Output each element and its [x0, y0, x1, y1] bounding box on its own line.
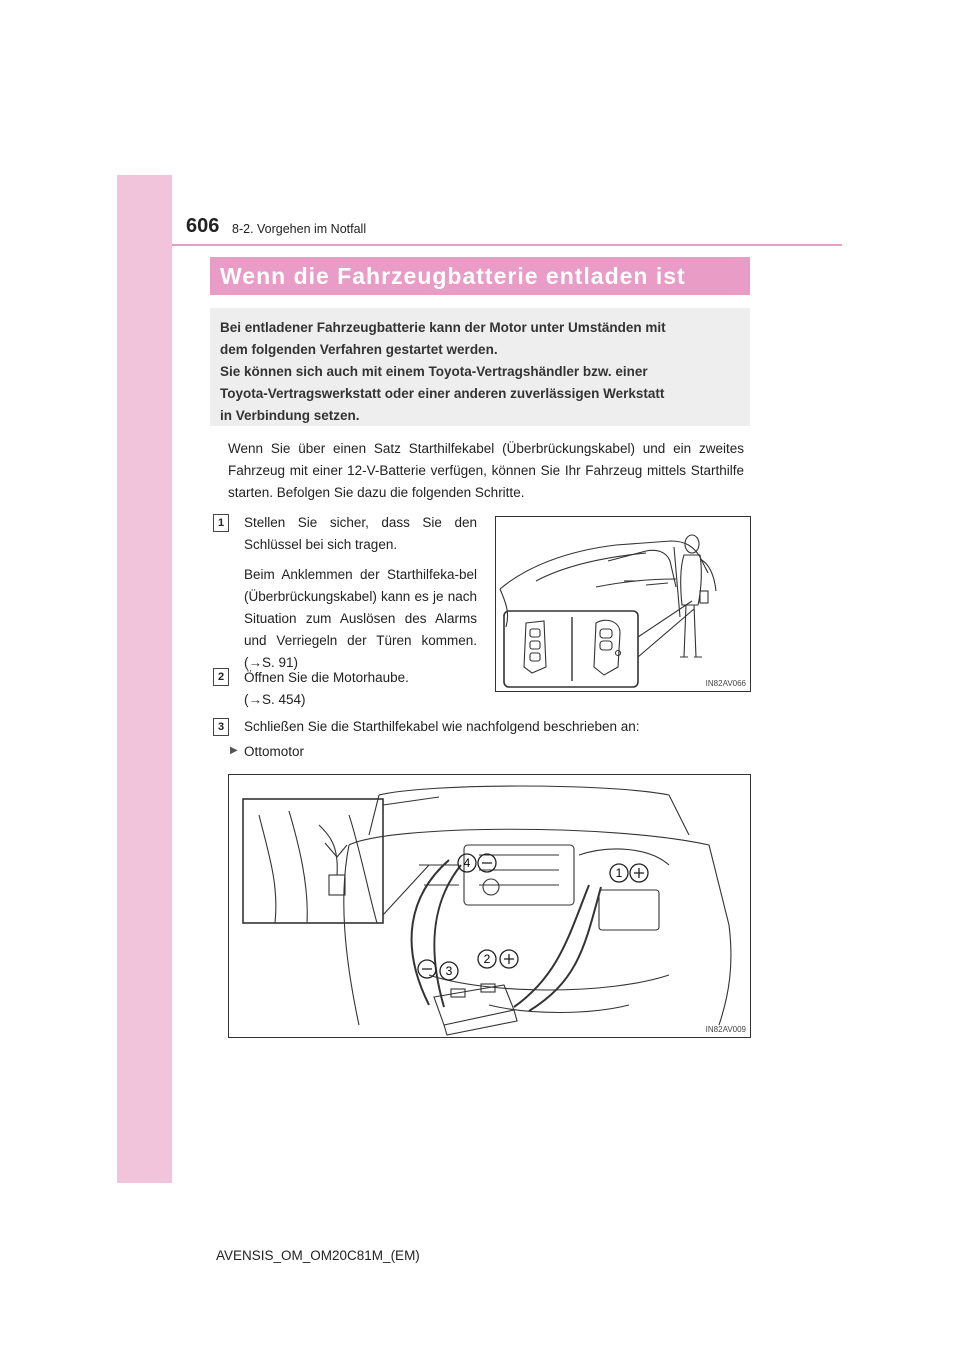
bullet-label: Ottomotor — [244, 744, 305, 759]
step-1-text: Stellen Sie sicher, dass Sie den Schlüssel bei sich tragen. — [244, 515, 477, 552]
section-label: 8-2. Vorgehen im Notfall — [232, 222, 367, 236]
step-number: 1 — [213, 514, 229, 532]
step-number: 3 — [213, 718, 229, 736]
bullet-arrow-icon: ▶ — [230, 745, 238, 756]
footer-doc-id: AVENSIS_OM_OM20C81M_(EM) — [216, 1248, 420, 1263]
step-2-ref: (→S. 454) — [244, 692, 306, 707]
label-3: 3 — [445, 964, 453, 978]
intro-line: in Verbindung setzen. — [220, 408, 360, 423]
header-rule — [172, 244, 842, 246]
label-1: 1 — [615, 866, 623, 880]
intro-paragraph: Wenn Sie über einen Satz Starthilfekabel (Überbrückungskabel) und ein zweites Fahrzeug mit einer 12-V-Batterie verfügen, können Sie Ihr Fahrzeug mittels Starthilfe starten. Befolgen Sie dazu die folgenden Schritte. — [228, 441, 744, 500]
intro-line: Bei entladener Fahrzeugbatterie kann der Motor unter Umständen mit — [220, 320, 666, 335]
label-2: 2 — [483, 952, 491, 966]
intro-line: Toyota-Vertragswerkstatt oder einer anderen zuverlässigen Werkstatt — [220, 386, 665, 401]
intro-line: dem folgenden Verfahren gestartet werden. — [220, 342, 498, 357]
figure-jump-start-illustration — [228, 774, 751, 1038]
figure-code: IN82AV009 — [705, 1025, 746, 1034]
side-tab-strip — [117, 175, 172, 1183]
figure-code: IN82AV066 — [705, 679, 746, 688]
page-title: Wenn die Fahrzeugbatterie entladen ist — [210, 257, 750, 295]
car-key-illustration — [496, 517, 750, 691]
engine-bay-illustration — [229, 775, 750, 1037]
step-2-text: Öffnen Sie die Motorhaube. — [244, 670, 409, 685]
step-number: 2 — [213, 668, 229, 686]
step-1-note: Beim Anklemmen der Starthilfeka-bel (Überbrückungskabel) kann es je nach Situation zum Auslösen des Alarms und Verriegeln der Türen kommen. (→S. 91) — [244, 567, 477, 670]
figure-key-illustration — [495, 516, 751, 692]
step-3-text: Schließen Sie die Starthilfekabel wie nachfolgend beschrieben an: — [244, 719, 640, 734]
intro-box — [210, 308, 750, 426]
page-number: 606 — [186, 215, 220, 237]
label-4: 4 — [463, 856, 471, 870]
intro-line: Sie können sich auch mit einem Toyota-Vertragshändler bzw. einer — [220, 364, 648, 379]
